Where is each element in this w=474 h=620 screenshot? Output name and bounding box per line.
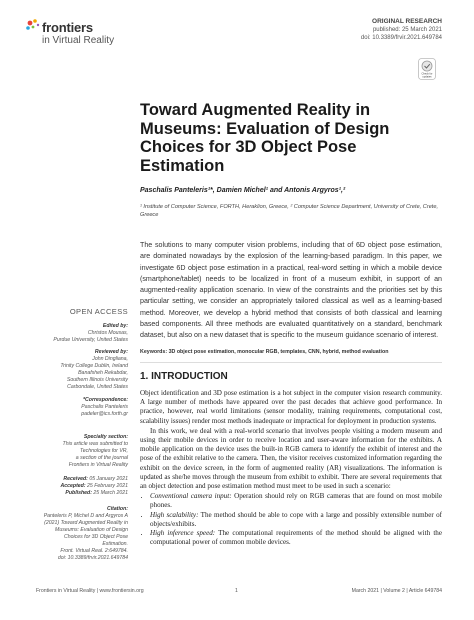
citation-label: Citation: <box>106 506 128 512</box>
intro-paragraph-2: In this work, we deal with a real-world scenario that involves people visiting a modern museum and using their mobile devices in order to receive location and user-aware information for the exhibits. A mobile application on the device uses the built-in RGB camera to identify the exhibit of interest and the pose of the exhibit relative to the camera. Then, the visitor receives customized information regarding the exhibit on the device screen, in the form of augmented reality (AR) visualizations. The information is updated as she/he moves through the museum from exhibit to exhibit. There are several requirements that an object detection and pose estimation method must meet to be used in such a scenario: <box>140 426 442 491</box>
list-item-text: Operation should rely on RGB cameras that are found on most mobile phones. <box>150 492 442 510</box>
correspondence-block <box>36 397 128 418</box>
reviewer-line: Carbondale, United States <box>67 384 128 390</box>
intro-paragraph-1: Object identification and 3D pose estimation is a hot subject in the computer vision research community. A large number of methods have appeared over the past decades that achieve good performance. In practice, however, real world limitations (sensor modality, training requirements, computational cost, scalability issues) render most methods inadequate or impractical for deployment in production systems. <box>140 389 442 425</box>
reviewed-by-label: Reviewed by: <box>94 349 128 355</box>
list-item-term: High inference speed: <box>150 529 216 538</box>
specialty-line: This article was submitted to <box>62 441 128 447</box>
journal-brand: frontiers <box>42 20 93 35</box>
accepted-date: 25 February 2021 <box>87 483 128 489</box>
published-date-side: 25 March 2021 <box>93 490 128 496</box>
list-item-text: The method should be able to cope with a large and possibly extensible number of objects/exhibits. <box>150 510 442 528</box>
list-item <box>150 492 442 510</box>
requirements-list <box>140 492 442 547</box>
footer-journal-link[interactable]: Frontiers in Virtual Reality | www.frontiersin.org <box>36 588 144 594</box>
affiliations: ¹ Institute of Computer Science, FORTH, Heraklion, Greece, ² Computer Science Department, University of Crete, Crete, Greece <box>140 204 439 218</box>
editor-line: Purdue University, United States <box>53 337 128 343</box>
list-item <box>150 511 442 529</box>
published-line <box>36 490 128 497</box>
correspondence-email[interactable]: padeler@ics.forth.gr <box>81 411 128 417</box>
dates-block <box>36 476 128 497</box>
check-badge-line1: Check for <box>421 72 433 76</box>
abstract: The solutions to many computer vision problems, including that of 6D object pose estimation, are dominated nowadays by the explosion of the learning-based paradigm. In this paper, we investigate 6D object pose estimation in a practical, real-word setting in which a mobile device (smartphone/tablet) needs to be localized in front of a museum exhibit, in support of an augmented-reality application scenario. In view of the constraints and the priorities set by this particular setting, we consider an appropriately tailored classical as well as a learning-based method. Moreover, we develop a hybrid method that consists of both classical and learning based components. All three methods are evaluated quantitatively on a standard, benchmark dataset, but also on a new dataset that is specific to the museum guidance scenario of interest. <box>140 241 442 340</box>
citation-line: Panteleris P, Michel D and Argyros A <box>43 513 128 519</box>
specialty-line: Frontiers in Virtual Reality <box>68 462 128 468</box>
citation-line: Front. Virtual Real. 2:649784. <box>60 548 128 554</box>
list-item-term: Conventional camera input: <box>150 492 232 501</box>
footer-issue-info: March 2021 | Volume 2 | Article 649784 <box>351 588 442 594</box>
citation-line: (2021) Toward Augmented Reality in <box>44 520 128 526</box>
edited-by-block <box>36 323 128 344</box>
journal-name: in Virtual Reality <box>42 35 115 46</box>
citation-line: Museums: Evaluation of Design <box>55 527 128 533</box>
reviewed-by-block <box>36 349 128 391</box>
citation-line: Estimation. <box>102 541 128 547</box>
section-heading: 1. INTRODUCTION <box>140 371 228 382</box>
received-line <box>36 476 128 483</box>
divider <box>140 362 442 363</box>
specialty-label: Specialty section: <box>83 434 128 440</box>
article-title: Toward Augmented Reality in Museums: Evaluation of Design Choices for 3D Object Pose Estimation <box>140 101 390 175</box>
page-number: 1 <box>235 588 238 594</box>
keywords <box>140 349 442 356</box>
article-type: ORIGINAL RESEARCH <box>372 18 442 25</box>
accepted-label: Accepted: <box>60 483 86 489</box>
keywords-label: Keywords: <box>140 349 168 355</box>
reviewer-line: Trinity College Dublin, Ireland <box>60 363 128 369</box>
check-for-updates-icon[interactable] <box>418 58 436 80</box>
reviewer-line: John Dingliana, <box>92 356 128 362</box>
list-item-term: High scalability: <box>150 510 199 519</box>
open-access-label: OPEN ACCESS <box>69 307 128 316</box>
published-label: Published: <box>65 490 92 496</box>
received-date: 05 January 2021 <box>89 476 128 482</box>
citation-block <box>36 506 128 562</box>
specialty-block <box>36 434 128 469</box>
reviewer-line: Banafsheh Rekabdar, <box>78 370 128 376</box>
citation-line[interactable]: doi: 10.3389/frvir.2021.649784 <box>57 555 128 561</box>
accepted-line <box>36 483 128 490</box>
check-badge-line2: updates <box>422 75 432 79</box>
article-meta <box>361 18 442 42</box>
keywords-list: 3D object pose estimation, monocular RGB, templates, CNN, hybrid, method evaluation <box>168 349 389 355</box>
received-label: Received: <box>63 476 88 482</box>
published-date: published: 25 March 2021 <box>372 27 442 33</box>
correspondence-name: Paschalis Panteleris <box>81 404 128 410</box>
introduction-body <box>140 389 442 547</box>
specialty-line: a section of the journal <box>75 455 128 461</box>
correspondence-label: *Correspondence: <box>83 397 128 403</box>
editor-line: Christos Mousas, <box>87 330 128 336</box>
specialty-line: Technologies for VR, <box>80 448 128 454</box>
citation-line: Choices for 3D Object Pose <box>63 534 128 540</box>
edited-by-label: Edited by: <box>102 323 128 329</box>
list-item-text: The computational requirements of the method should be aligned with the computational power of common mobile devices. <box>150 529 442 547</box>
reviewer-line: Southern Illinois University <box>66 377 128 383</box>
article-doi: doi: 10.3389/frvir.2021.649784 <box>360 35 442 41</box>
authors: Paschalis Panteleris¹*, Damien Michel¹ and Antonis Argyros¹,² <box>140 187 346 194</box>
list-item <box>150 529 442 547</box>
